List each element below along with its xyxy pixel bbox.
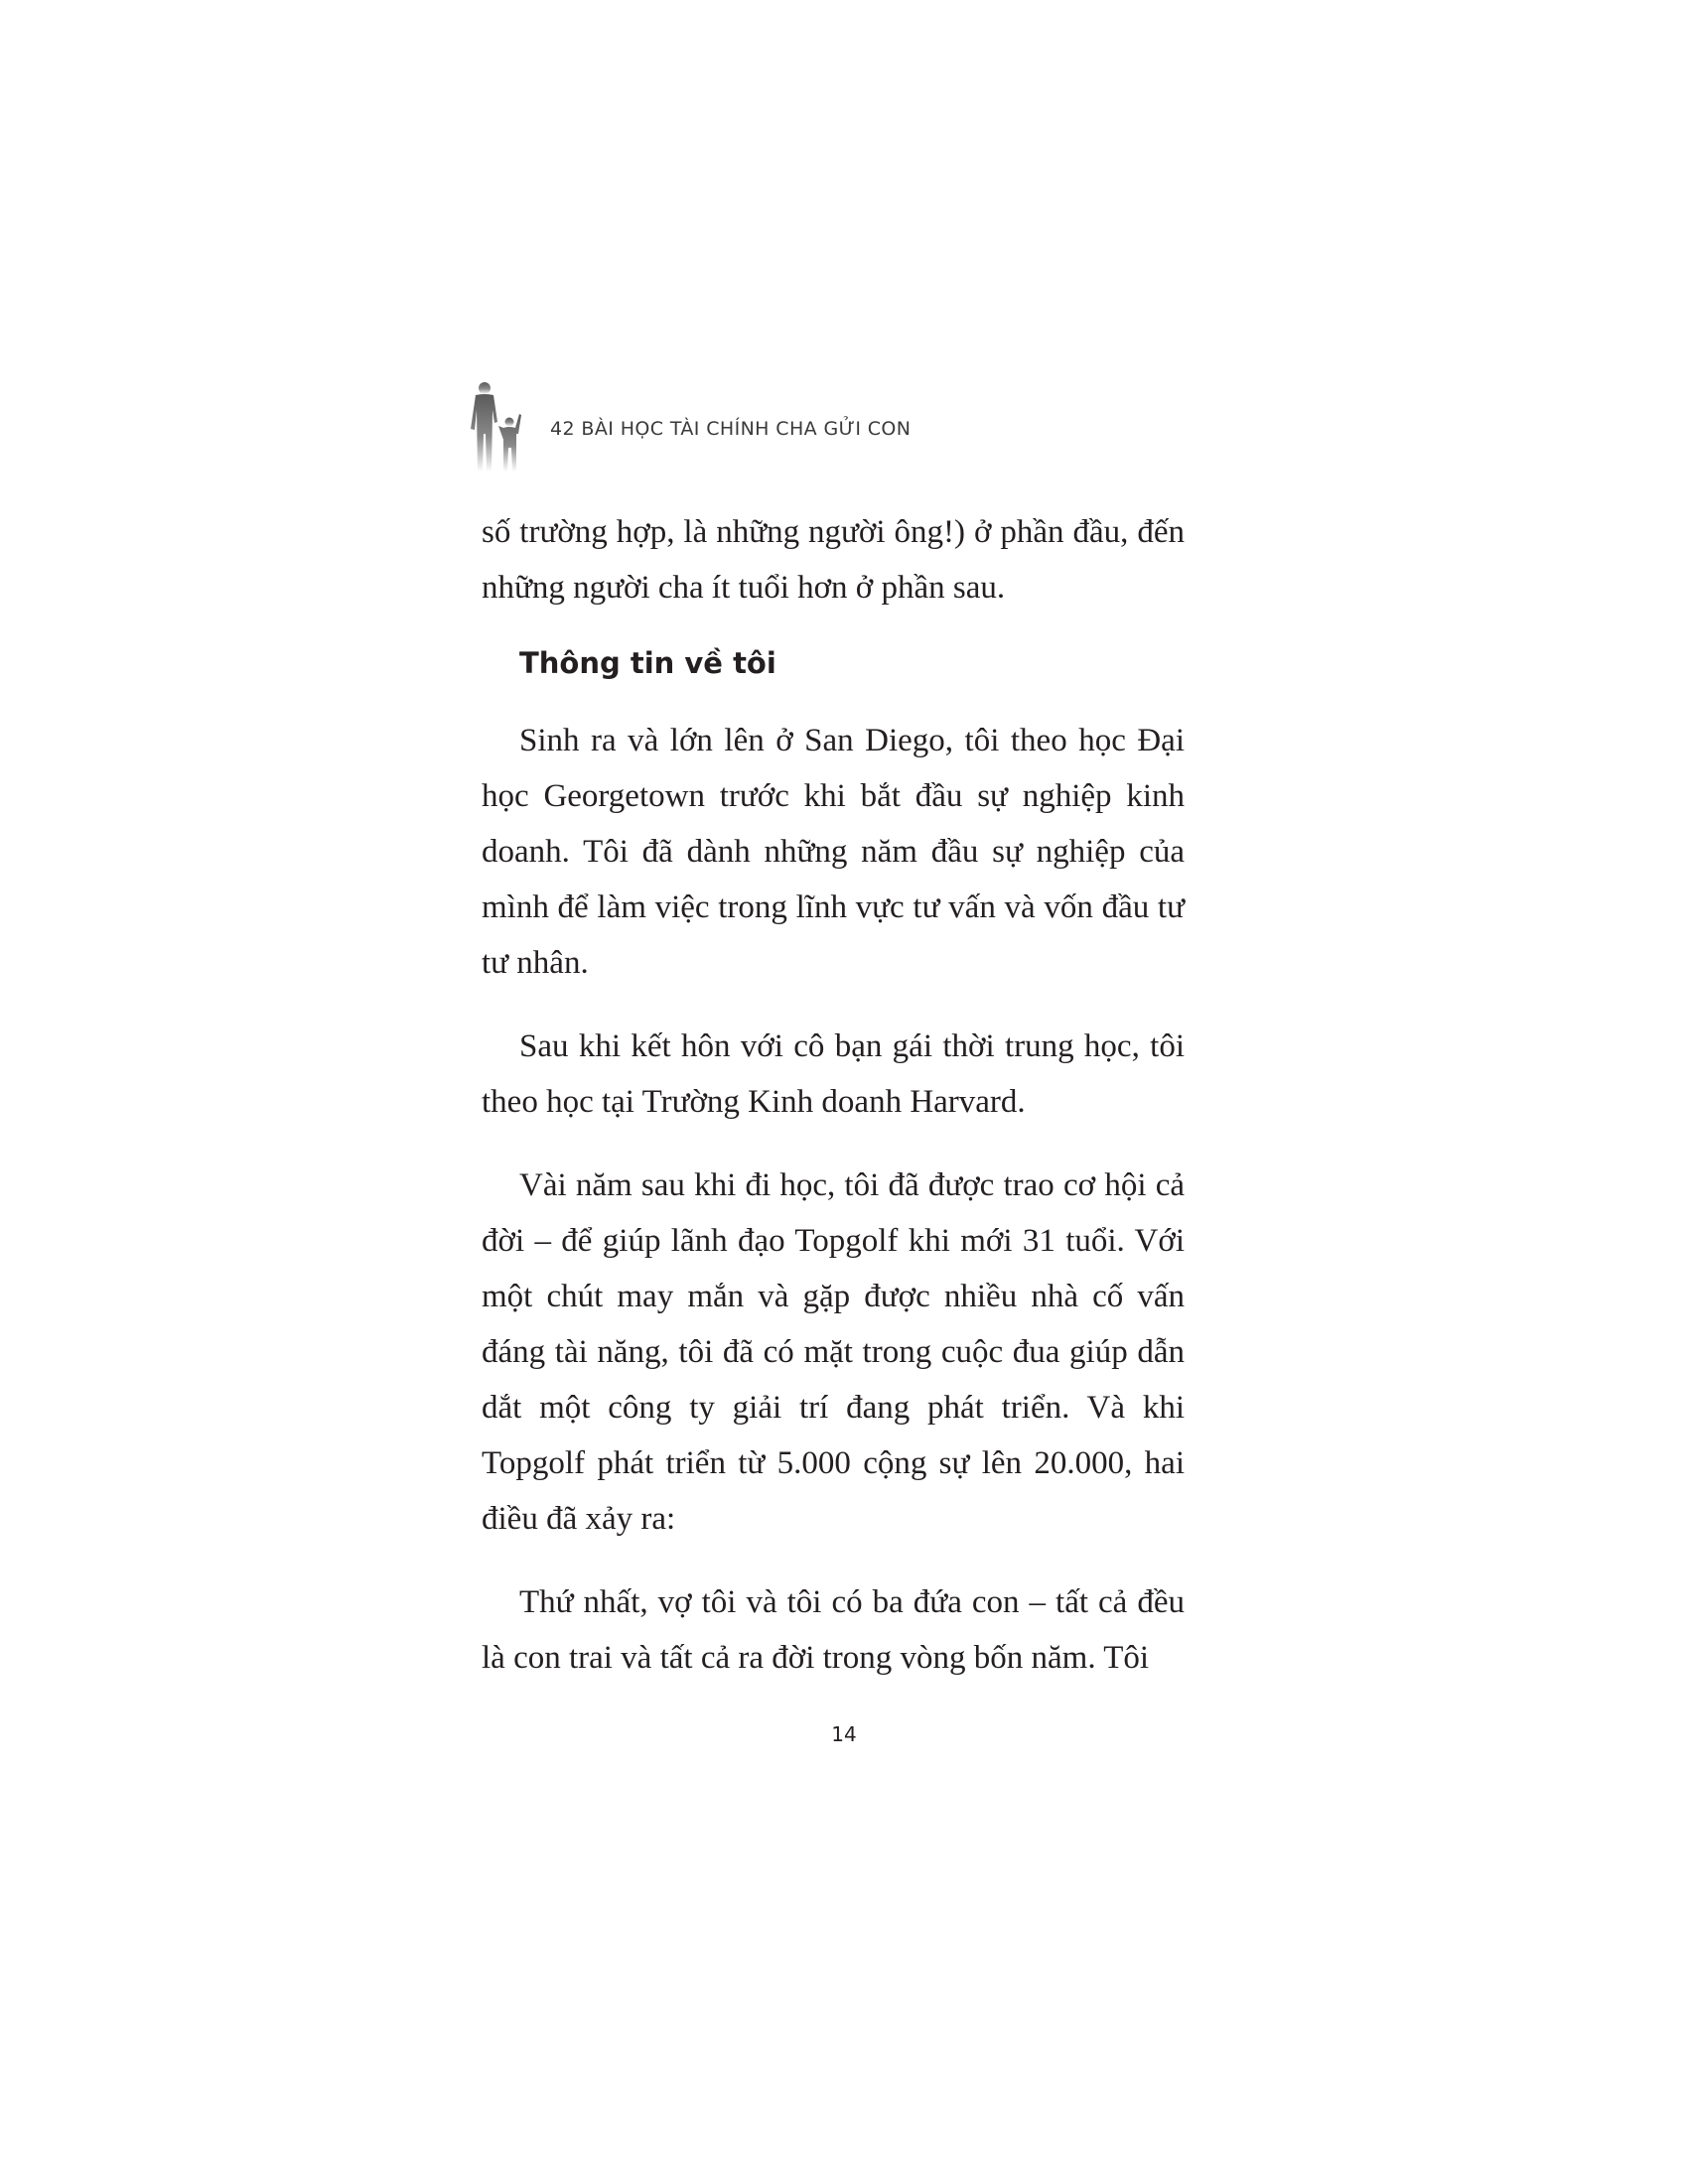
body-text xyxy=(482,504,1185,1713)
father-child-silhouette-icon xyxy=(465,382,534,472)
paragraph-continuation: số trường hợp, là những người ông!) ở phần đầu, đến những người cha ít tuổi hơn ở phần sau. xyxy=(482,514,1185,606)
running-header-title: 42 BÀI HỌC TÀI CHÍNH CHA GỬI CON xyxy=(550,418,912,440)
paragraph-children: Thứ nhất, vợ tôi và tôi có ba đứa con – tất cả đều là con trai và tất cả ra đời trong vòng bốn năm. Tôi xyxy=(482,1584,1185,1676)
running-header xyxy=(465,382,1219,472)
page-number: 14 xyxy=(831,1722,857,1746)
paragraph-background: Sinh ra và lớn lên ở San Diego, tôi theo học Đại học Georgetown trước khi bắt đầu sự nghiệp kinh doanh. Tôi đã dành những năm đầu sự nghiệp của mình để làm việc trong lĩnh vực tư vấn và vốn đầu tư tư nhân. xyxy=(482,723,1185,981)
paragraph-topgolf: Vài năm sau khi đi học, tôi đã được trao cơ hội cả đời – để giúp lãnh đạo Topgolf khi mới 31 tuổi. Với một chút may mắn và gặp được nhiều nhà cố vấn đáng tài năng, tôi đã có mặt trong cuộc đua giúp dẫn dắt một công ty giải trí đang phát triển. Và khi Topgolf phát triển từ 5.000 cộng sự lên 20.000, hai điều đã xảy ra: xyxy=(482,1167,1185,1537)
paragraph-marriage: Sau khi kết hôn với cô bạn gái thời trung học, tôi theo học tại Trường Kinh doanh Harvard. xyxy=(482,1028,1185,1120)
section-heading: Thông tin về tôi xyxy=(519,646,776,680)
